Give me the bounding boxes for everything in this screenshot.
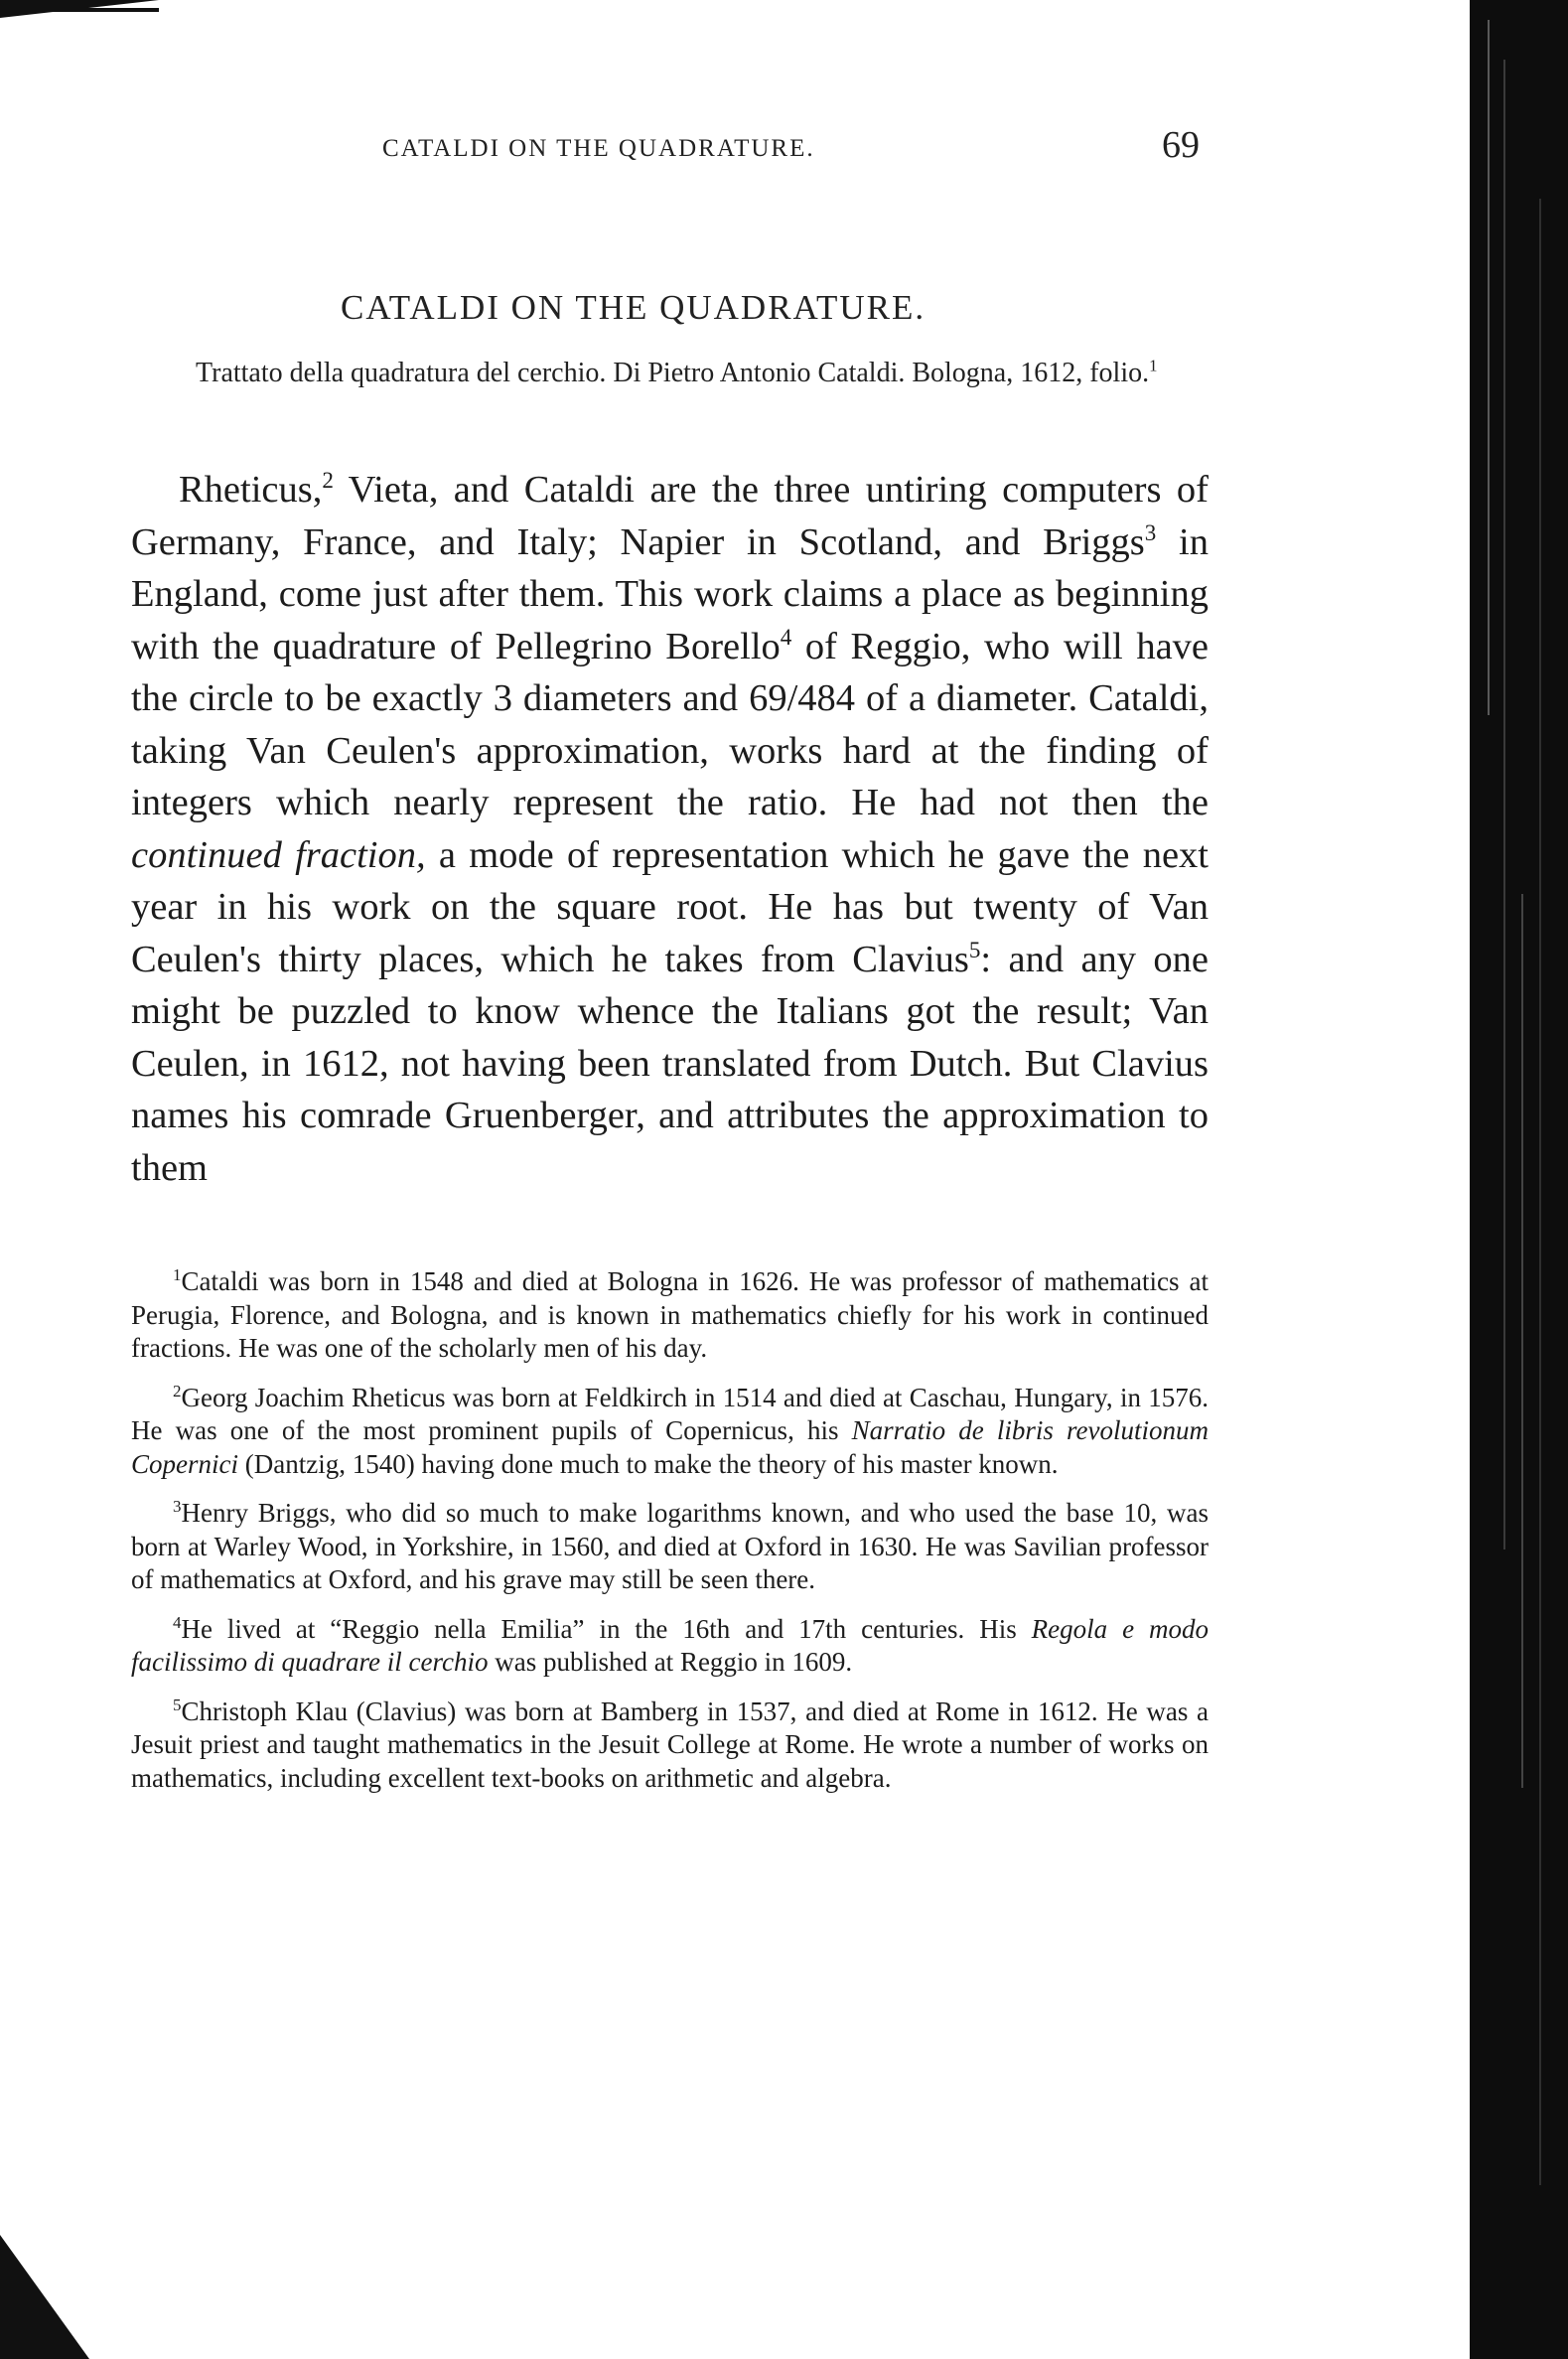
footnote-ref: 2 bbox=[322, 467, 334, 494]
spine-streak bbox=[1503, 60, 1505, 1549]
body-text-run: Vieta, and Cataldi are the three untiring computers of Germany, France, and Italy; Napier in Scotland, and Briggs bbox=[131, 469, 1209, 563]
body-text-run: Rheticus, bbox=[179, 469, 323, 511]
footnote-text: Georg Joachim Rheticus was born at Feldkirch in 1514 and died at Caschau, Hungary, in 1576. He was one of the most prominent pupils of Copernicus, his bbox=[131, 1382, 1209, 1445]
running-head: CATALDI ON THE QUADRATURE. bbox=[382, 135, 815, 162]
scan-corner-mark-bottom bbox=[0, 2235, 89, 2359]
footnote-mark: 1 bbox=[173, 1265, 182, 1284]
footnote-ref: 1 bbox=[1149, 356, 1158, 375]
body-text-run: a mode of representation which he gave the next year in his work on the square root. He has but twenty of Van Ceulen's thirty places, which he takes from Clavius bbox=[131, 833, 1209, 980]
spine-streak bbox=[1539, 199, 1541, 2185]
footnote-5 bbox=[131, 1696, 1209, 1796]
body-text-run: in England, come just after them. This work claims a place as beginning with the quadrature of Pellegrino Borello bbox=[131, 520, 1209, 667]
scan-spine-edge bbox=[1470, 0, 1568, 2359]
footnote-text: Christoph Klau (Clavius) was born at Bamberg in 1537, and died at Rome in 1612. He was a Jesuit priest and taught mathematics in the Jesuit College at Rome. He wrote a number of works on mathematics, including excellent text-books on arithmetic and algebra. bbox=[131, 1696, 1209, 1793]
main-body bbox=[131, 464, 1209, 1194]
body-text-run: : and any one might be puzzled to know whence the Italians got the result; Van Ceulen, in 1612, not having been translated from Dutch. But Clavius names his comrade Gruenberger, and attributes the approximation to them bbox=[131, 938, 1209, 1189]
article-title: CATALDI ON THE QUADRATURE. bbox=[341, 288, 927, 327]
footnote-3 bbox=[131, 1497, 1209, 1597]
body-paragraph bbox=[131, 464, 1209, 1194]
footnote-4 bbox=[131, 1613, 1209, 1680]
footnote-text: Cataldi was born in 1548 and died at Bologna in 1626. He was professor of mathematics at Perugia, Florence, and Bologna, and is known in mathematics chiefly for his work in continued fractions. He was one of the scholarly men of his day. bbox=[131, 1266, 1209, 1363]
footnote-emphasis: Narratio de libris revolutionum Copernici bbox=[131, 1415, 1209, 1479]
footnote-emphasis: Regola e modo facilissimo di quadrare il cerchio bbox=[131, 1613, 1209, 1677]
footnote-2 bbox=[131, 1382, 1209, 1482]
footnote-mark: 4 bbox=[173, 1612, 182, 1632]
footnote-1 bbox=[131, 1265, 1209, 1366]
footnote-ref: 3 bbox=[1144, 518, 1157, 545]
spine-streak bbox=[1488, 20, 1490, 715]
body-emphasis: continued fraction, bbox=[131, 833, 426, 876]
footnotes bbox=[131, 1265, 1209, 1811]
footnote-mark: 3 bbox=[173, 1497, 182, 1516]
scan-corner-bar-top bbox=[0, 8, 159, 12]
body-text-run: of Reggio, who will have the circle to be exactly 3 diameters and 69/484 of a diameter. Cataldi, taking Van Ceulen's approximation, works hard at the finding of integers which nearly represent the ratio. He had not then the bbox=[131, 625, 1209, 823]
page-number: 69 bbox=[1162, 124, 1200, 166]
footnote-mark: 5 bbox=[173, 1695, 182, 1714]
spine-streak bbox=[1521, 894, 1523, 1788]
citation-text: Trattato della quadratura del cerchio. Di Pietro Antonio Cataldi. Bologna, 1612, folio. bbox=[196, 358, 1150, 388]
footnote-text: Henry Briggs, who did so much to make logarithms known, and who used the base 10, was born at Warley Wood, in Yorkshire, in 1560, and died at Oxford in 1630. He was Savilian professor of mathematics at Oxford, and his grave may still be seen there. bbox=[131, 1498, 1209, 1594]
footnote-ref: 5 bbox=[968, 936, 981, 962]
footnote-mark: 2 bbox=[173, 1381, 182, 1401]
footnote-text: He lived at “Reggio nella Emilia” in the 16th and 17th centuries. His bbox=[181, 1613, 1032, 1644]
bibliographic-citation bbox=[196, 353, 1209, 394]
footnote-ref: 4 bbox=[780, 623, 792, 650]
footnote-text: was published at Reggio in 1609. bbox=[488, 1647, 853, 1677]
footnote-text: (Dantzig, 1540) having done much to make the theory of his master known. bbox=[238, 1448, 1059, 1479]
